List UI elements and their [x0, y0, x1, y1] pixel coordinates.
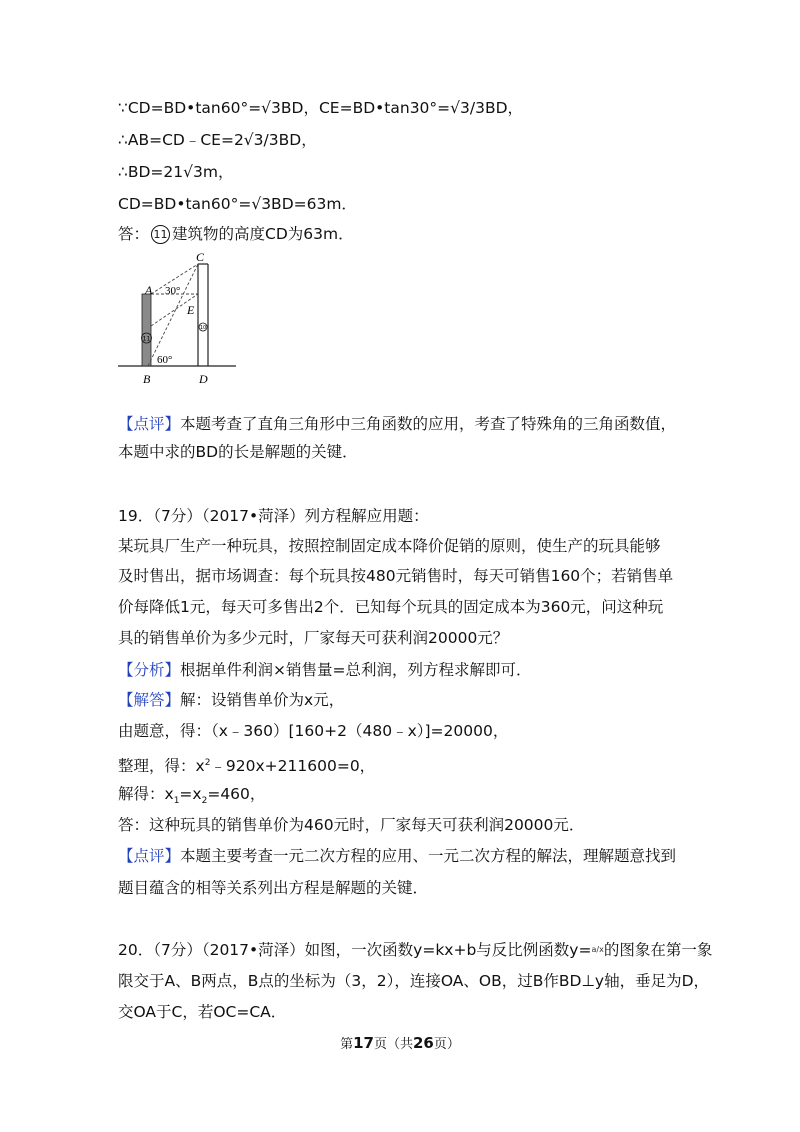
footer-pre: 第	[340, 1037, 354, 1052]
footer-total-pages: 26	[413, 1034, 434, 1052]
sol2-prefix: 整理，得：x	[118, 757, 205, 776]
footer-post: 页）	[433, 1037, 460, 1052]
q19-analysis	[118, 659, 532, 681]
answer-text: 建筑物的高度CD为63m．	[172, 225, 354, 243]
label-d: D	[199, 372, 208, 386]
review-tag: 【点评】	[118, 415, 181, 433]
q20-line-1	[118, 939, 712, 961]
label-c: C	[196, 250, 205, 264]
solution-text: 解：设销售单价为x元，	[180, 691, 345, 709]
q20-line1-b: 的图象在第一象	[603, 941, 713, 959]
label-a: A	[145, 283, 153, 297]
q19-solution	[118, 689, 344, 711]
building2-number: 10	[199, 325, 207, 331]
solution-line-2: ∴AB=CD﹣CE=2√3/3BD，	[118, 131, 317, 149]
q19-review-2: 题目蕴含的相等关系列出方程是解题的关键．	[118, 879, 429, 897]
solution-line-1: ∵CD=BD•tan60°=√3BD，CE=BD•tan30°=√3/3BD，	[118, 99, 524, 117]
building1-number: 11	[142, 335, 151, 343]
analysis-text: 根据单件利润×销售量=总利润，列方程求解即可．	[180, 661, 532, 679]
angle-30: 30°	[165, 285, 181, 297]
sol3-rest: =460，	[207, 785, 266, 803]
footer-mid: 页（共	[373, 1037, 413, 1052]
q19-sol-2	[118, 752, 375, 777]
review-line-2: 本题中求的BD的长是解题的关键．	[118, 443, 358, 461]
sol3-mid: =x	[179, 785, 202, 803]
label-b: B	[143, 372, 151, 386]
review-line-1	[118, 413, 676, 435]
page-footer	[0, 1034, 800, 1054]
q19-body-3: 价每降低1元，每天可多售出2个．已知每个玩具的固定成本为360元，问这种玩	[118, 598, 664, 616]
sol3-prefix: 解得：x	[118, 785, 174, 803]
sol2-sup: 2	[204, 758, 211, 768]
q20-line1-a: 20．（7分）（2017•菏泽）如图，一次函数y=kx+b与反比例函数y=	[118, 941, 592, 959]
q19-review-tag: 【点评】	[118, 847, 181, 865]
geometry-figure	[118, 250, 248, 390]
sol2-rest: ﹣920x+211600=0，	[210, 757, 376, 776]
q20-fraction: a/x	[591, 945, 604, 954]
building-ab	[142, 294, 151, 366]
answer-line	[118, 223, 354, 245]
footer-page-number: 17	[353, 1034, 374, 1052]
q19-header: 19．（7分）（2017•菏泽）列方程解应用题：	[118, 507, 429, 525]
solution-line-3: ∴BD=21√3m，	[118, 163, 234, 181]
q20-line-2: 限交于A、B两点，B点的坐标为（3，2），连接OA、OB，过B作BD⊥y轴，垂足为D，	[118, 972, 710, 990]
sol3-sub2: 2	[201, 796, 208, 807]
q19-body-2: 及时售出，据市场调查：每个玩具按480元销售时，每天可销售160个；若销售单	[118, 567, 674, 585]
label-e: E	[187, 303, 195, 317]
solution-tag: 【解答】	[118, 691, 181, 709]
q20-line-3: 交OA于C，若OC=CA．	[118, 1003, 287, 1021]
sol3-sub1: 1	[173, 796, 180, 807]
q19-body-4: 具的销售单价为多少元时，厂家每天可获利润20000元？	[118, 629, 509, 647]
q19-sol-4: 答：这种玩具的销售单价为460元时，厂家每天可获利润20000元．	[118, 816, 585, 834]
analysis-tag: 【分析】	[118, 661, 181, 679]
q19-body-1: 某玩具厂生产一种玩具，按照控制固定成本降价促销的原则，使生产的玩具能够	[118, 537, 661, 555]
q19-sol-1: 由题意，得：（x﹣360）[160+2（480﹣x）]=20000，	[118, 722, 509, 740]
solution-line-4: CD=BD•tan60°=√3BD=63m．	[118, 195, 357, 213]
review-text-1: 本题考查了直角三角形中三角函数的应用，考查了特殊角的三角函数值，	[180, 415, 677, 433]
q19-review-1	[118, 845, 676, 867]
q19-review-text-1: 本题主要考查一元二次方程的应用、一元二次方程的解法，理解题意找到	[180, 847, 677, 865]
q19-sol-3	[118, 783, 265, 812]
angle-60: 60°	[157, 354, 173, 366]
answer-prefix: 答：	[118, 225, 150, 243]
circled-number: 11	[151, 225, 170, 244]
